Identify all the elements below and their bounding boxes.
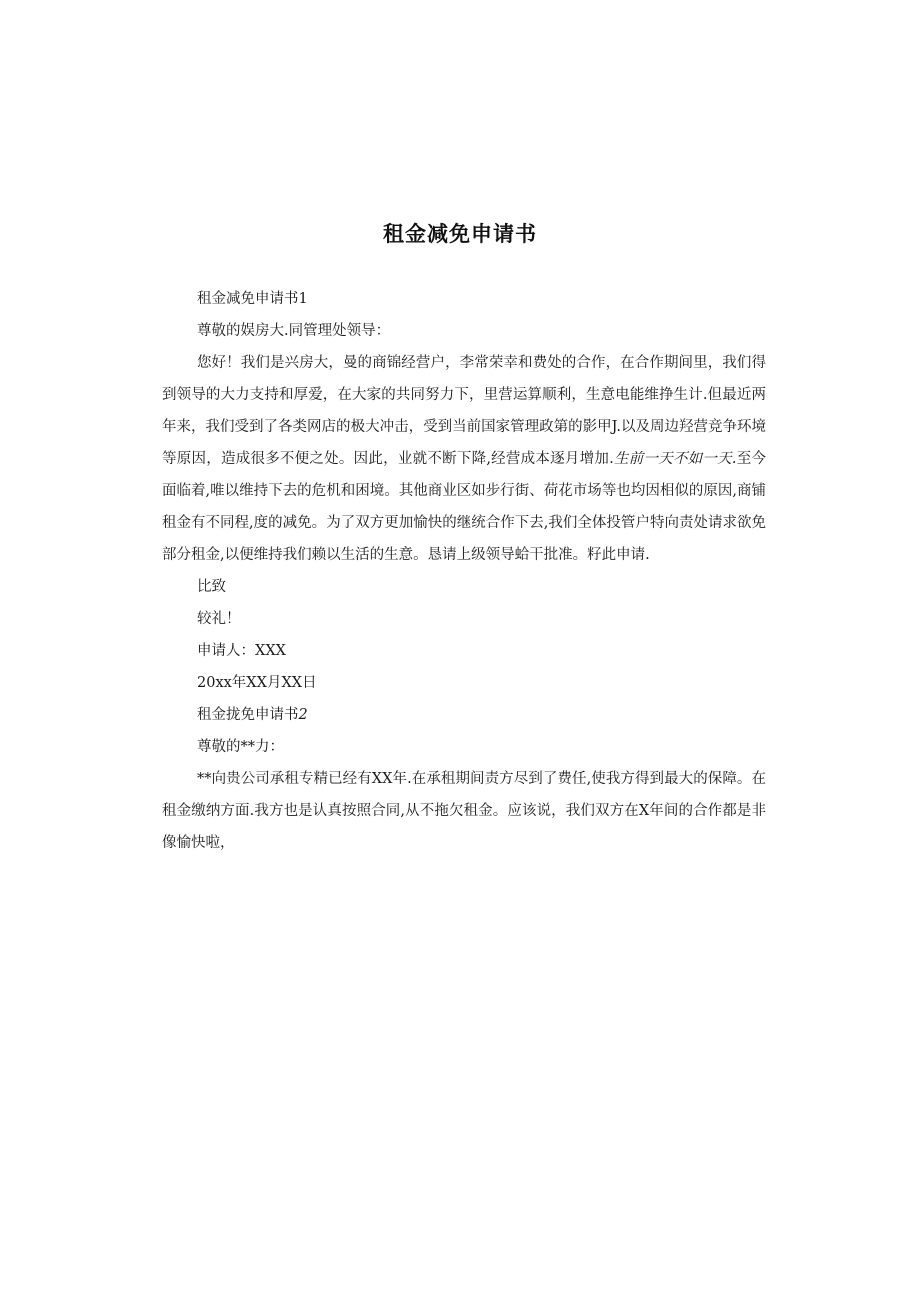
letter1-closing-2: 较礼！ [197, 611, 241, 627]
letter2-heading [162, 699, 766, 731]
letter1-body-paragraph [162, 347, 766, 571]
letter2-body-paragraph: **向贵公司承租专精已经有XX年.在承租期间责方尽到了费任,使我方得到最大的保障。在租金缴纳方面.我方也是认真按照合同,从不拖欠租金。应该说，我们双方在X年间的合作都是非像愉快啦， [162, 771, 766, 851]
letter2-heading-text: 租金拢免申请书 [197, 707, 299, 723]
letter1-applicant: 申请人：XXX [197, 643, 286, 659]
letter2-heading-number: 2 [298, 707, 308, 723]
letter1-body-italic: 生前一天不如一天. [613, 451, 737, 467]
letter2-salutation: 尊敬的**力： [197, 739, 284, 755]
letter1-heading: 租金减免申请书1 [197, 291, 308, 307]
letter1-body-part2: 至今面临着,唯以维持下去的危机和困境。其他商业区如步行街、荷花市场等也均因相似的原因,商铺租金有不同程,度的减免。为了双方更加愉快的继统合作下去,我们全体投管户特向责处请求欲免部分租金,以便维持我们赖以生活的生意。恳请上级领导蛤干批准。籽此申请. [162, 451, 767, 563]
letter1-closing-1: 比致 [197, 579, 226, 595]
document-body [162, 283, 766, 859]
letter1-salutation: 尊敬的娱房大.同管理处领导： [197, 323, 391, 339]
letter1-date: 20xx年XX月XX日 [197, 675, 317, 691]
document-title: 租金减免申请书 [383, 222, 537, 246]
letter1-body-part1: 您好！我们是兴房大，曼的商锦经营户，李常荣幸和费处的合作，在合作期间里，我们得到领导的大力支持和厚爱，在大家的共同努力下，里营运算顺利，生意电能维挣生计.但最近两年来，我们受到了各类网店的极大冲击，受到当前国家管理政第的影甲J.以及周边羟营竞争环境等原因，造成很多不便之处。因此，业就不断下降,经营成本逐月增加. [162, 355, 766, 467]
